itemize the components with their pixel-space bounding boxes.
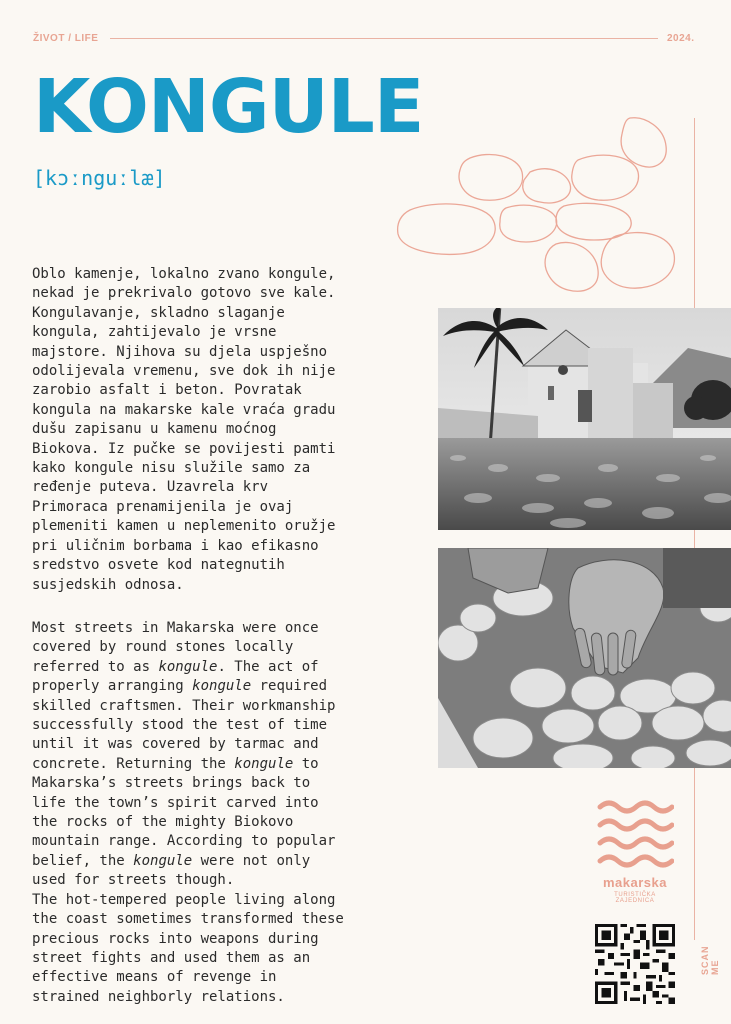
header-section-label: ŽIVOT / LIFE	[33, 33, 99, 44]
header-line	[110, 38, 658, 39]
phonetic-transcription: [kɔːnguːlæ]	[33, 166, 166, 190]
logo-name: makarska	[603, 875, 667, 890]
scan-me-label: SCAN ME	[700, 945, 720, 975]
photo-hands-laying-stones	[438, 548, 731, 768]
waves-logo-icon	[596, 797, 674, 869]
body-text-english: Most streets in Makarska were once covered by round stones locally referred to as kongule. The act of properly arranging kongule required skilled craftsmen. Their workmanship successfully stood the test of time until it was covered by tarmac and concrete. Returning the kongule to Makarska’s streets brings back to life the town’s spirit carved into the rocks of the mighty Biokovo mountain range. According to popular belief, the kongule were not only used for streets though. The hot-tempered people living along the coast sometimes transformed these precious rocks into weapons during street fights and used them as an effective means of revenge in strained neighborly relations.	[32, 620, 344, 1005]
body-text-croatian: Oblo kamenje, lokalno zvano kongule, nekad je prekrivalo gotovo sve kale. Kongulavanje, skladno slaganje kongula, zahtijevalo je vrsne majstore. Njihova su djela uspješno odolijevala vremenu, sve dok ih nije zarobio asfalt i beton. Povratak kongula na makarske kale vraća gradu dušu zapisanu u kamenu moćnog Biokova. Iz pučke se povijesti pamti kako kongule nisu služile samo za ređenje puteva. Uzavrela krv Primoraca prenamijenila je ovaj plemeniti kamen u neplemenito oružje pri uličnim borbama i kao efikasno sredstvo osvete kod nategnutih susjedskih odnosa.	[32, 266, 336, 593]
logo-subtitle: TURISTIČKA ZAJEDNICA	[614, 892, 656, 904]
makarska-logo	[594, 797, 676, 904]
qr-code-icon[interactable]	[595, 924, 675, 1004]
stones-outline-illustration	[390, 110, 680, 300]
page-title: KONGULE	[33, 64, 424, 150]
photo-church-cobblestone-street	[438, 308, 731, 530]
header-year: 2024.	[667, 33, 695, 44]
